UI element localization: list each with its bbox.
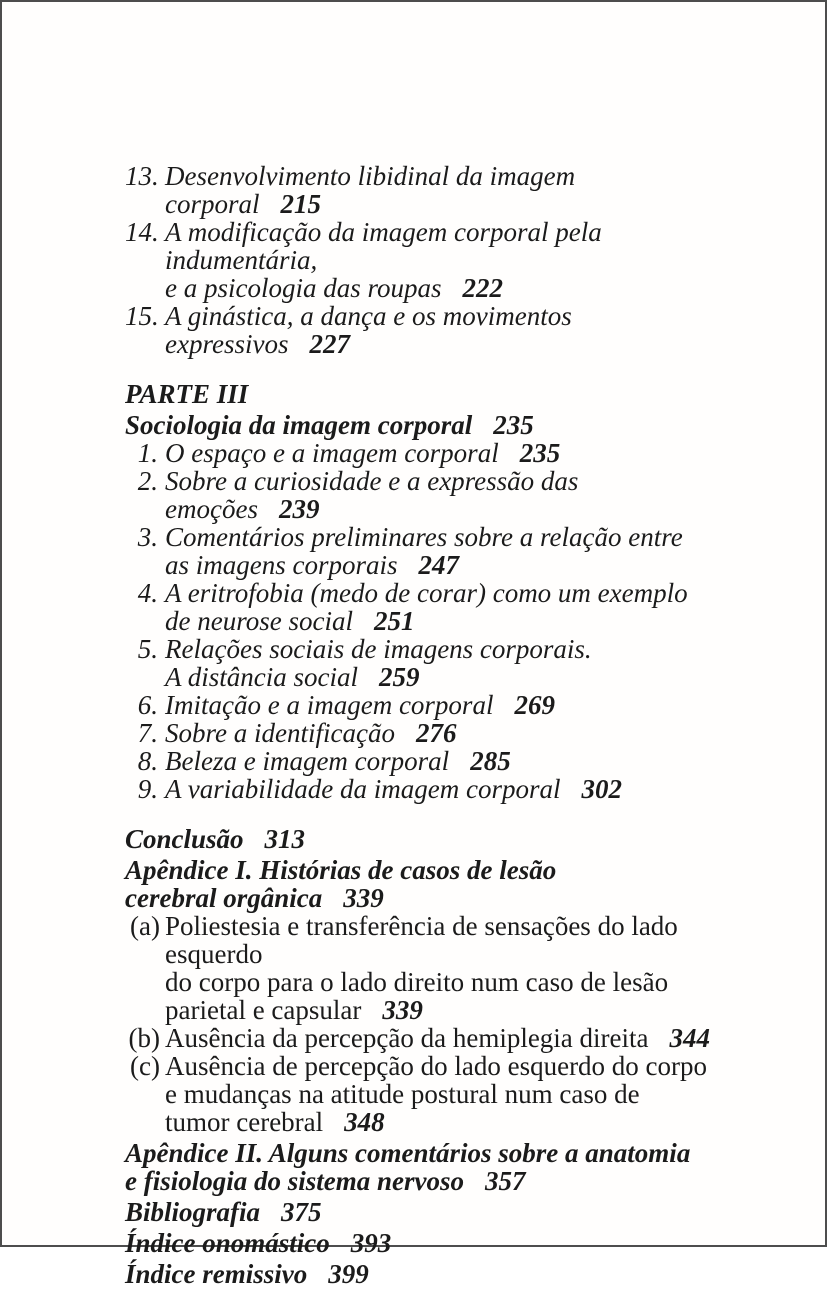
toc-entry — [125, 1229, 725, 1257]
toc-line — [125, 467, 725, 523]
toc-entry-title: Poliestesia e transferência de sensações do lado esquerdo — [165, 911, 678, 969]
toc-page-number: 269 — [514, 690, 555, 720]
toc-entry-title: cerebral orgânica — [125, 883, 323, 913]
toc-entry-title: A variabilidade da imagem corporal — [165, 774, 561, 804]
toc-entry-marker: 3. — [137, 522, 158, 552]
toc-entry-marker: (c) — [130, 1051, 160, 1081]
toc-entry — [125, 1024, 725, 1052]
toc-page-number: 302 — [581, 774, 622, 804]
toc-page-number: 247 — [418, 550, 460, 580]
toc-line — [125, 1260, 725, 1288]
toc-entry-marker: 1. — [137, 438, 158, 468]
toc-line — [125, 274, 725, 302]
toc-entry-marker: 13. — [125, 161, 159, 191]
toc-page-number: 339 — [343, 883, 384, 913]
toc-entry-title: as imagens corporais — [165, 550, 398, 580]
toc-entry-title: PARTE III — [125, 379, 249, 409]
toc-entry-title: Beleza e imagem corporal — [165, 746, 450, 776]
toc-page-number: 339 — [382, 995, 423, 1025]
section-gap — [125, 358, 725, 380]
toc-entry-title: Índice remissivo — [125, 1259, 308, 1289]
toc-entry-title: Conclusão — [125, 824, 244, 854]
toc-entry — [125, 691, 725, 719]
toc-line — [125, 856, 725, 884]
toc-page-number: 399 — [328, 1259, 369, 1289]
toc-line — [125, 1108, 725, 1136]
toc-entry — [125, 218, 725, 302]
toc-entry-title: A modificação da imagem corporal pela indumentária, — [165, 217, 602, 275]
toc-entry-marker: 6. — [137, 690, 158, 720]
toc-page-number: 313 — [264, 824, 306, 854]
toc-entry-title: O espaço e a imagem corporal — [165, 438, 499, 468]
toc-entry-title: A eritrofobia (medo de corar) como um exemplo — [165, 578, 688, 608]
toc-page-number: 239 — [278, 494, 320, 524]
toc-entry-title: Bibliografia — [125, 1197, 261, 1227]
toc-entry — [125, 912, 725, 1024]
section-gap — [125, 803, 725, 825]
toc-entry — [125, 1139, 725, 1195]
toc-entry-marker: 2. — [137, 466, 158, 496]
toc-line — [125, 523, 725, 551]
toc-page-number: 344 — [669, 1023, 711, 1053]
toc-entry — [125, 411, 725, 439]
toc-line — [125, 1080, 725, 1108]
toc-line — [125, 1052, 725, 1080]
toc-entry-marker: 15. — [125, 301, 159, 331]
toc-entry-title: Ausência de percepção do lado esquerdo do corpo — [165, 1051, 708, 1081]
toc-line — [125, 1167, 725, 1195]
toc-entry-title: de neurose social — [165, 606, 353, 636]
toc-entry-title: Comentários preliminares sobre a relação entre — [165, 522, 683, 552]
toc-page-number: 251 — [373, 606, 415, 636]
toc-entry-marker: 4. — [137, 578, 158, 608]
toc-line — [125, 1229, 725, 1257]
toc-entry-marker: (a) — [130, 911, 160, 941]
toc-line — [125, 1198, 725, 1226]
toc-entry — [125, 302, 725, 358]
toc-entry-title: A ginástica, a dança e os movimentos expressivos — [165, 301, 572, 359]
toc-line — [125, 551, 725, 579]
toc-entry — [125, 1198, 725, 1226]
toc-line — [125, 968, 725, 996]
toc-entry-marker: 8. — [137, 746, 158, 776]
toc-entry-title: e a psicologia das roupas — [165, 273, 442, 303]
toc-entry — [125, 439, 725, 467]
toc-entry-title: Desenvolvimento libidinal da imagem corporal — [165, 161, 576, 219]
toc-page-number: 276 — [415, 718, 457, 748]
toc-entry — [125, 1052, 725, 1136]
toc-entry-title: Apêndice II. Alguns comentários sobre a anatomia — [125, 1138, 691, 1168]
toc-line — [125, 912, 725, 968]
toc-entry-title: Apêndice I. Histórias de casos de lesão — [125, 855, 557, 885]
toc-entry-marker: 9. — [137, 774, 158, 804]
toc-line — [125, 996, 725, 1024]
toc-line — [125, 663, 725, 691]
toc-line — [125, 302, 725, 358]
toc-line — [125, 411, 725, 439]
toc-line — [125, 635, 725, 663]
toc-entry — [125, 719, 725, 747]
toc-line — [125, 1139, 725, 1167]
toc-line — [125, 607, 725, 635]
toc-line — [125, 691, 725, 719]
toc-page-number: 215 — [280, 189, 321, 219]
toc-entry — [125, 856, 725, 912]
toc-page-number: 375 — [281, 1197, 322, 1227]
toc-page-number: 227 — [309, 329, 350, 359]
toc-line — [125, 775, 725, 803]
toc-line — [125, 719, 725, 747]
toc-entry — [125, 467, 725, 523]
toc-line — [125, 825, 725, 853]
toc-entry — [125, 635, 725, 691]
toc-line — [125, 439, 725, 467]
toc-entry-title: e mudanças na atitude postural num caso de — [165, 1079, 640, 1109]
toc-entry-marker: 5. — [137, 634, 158, 664]
toc-line — [125, 380, 725, 408]
toc-entry-marker: 14. — [125, 217, 159, 247]
toc-entry — [125, 825, 725, 853]
toc-page-number: 235 — [519, 438, 561, 468]
toc-page-number: 348 — [344, 1107, 385, 1137]
toc-page-number: 222 — [462, 273, 503, 303]
toc-line — [125, 747, 725, 775]
toc-page-number: 393 — [350, 1228, 392, 1258]
toc-line — [125, 218, 725, 274]
toc-line — [125, 884, 725, 912]
toc-entry-title: Sobre a curiosidade e a expressão das emoções — [165, 466, 579, 524]
toc-entry — [125, 523, 725, 579]
toc-entry-title: Sobre a identificação — [165, 718, 395, 748]
toc-entry — [125, 162, 725, 218]
toc-entry-title: parietal e capsular — [165, 995, 362, 1025]
toc-entry-title: A distância social — [165, 662, 358, 692]
toc-line — [125, 162, 725, 218]
toc-entry-title: Imitação e a imagem corporal — [165, 690, 494, 720]
toc-entry-title: e fisiologia do sistema nervoso — [125, 1166, 464, 1196]
toc-page-number: 357 — [485, 1166, 526, 1196]
toc-entry-title: Relações sociais de imagens corporais. — [165, 634, 592, 664]
toc-entry-marker: (b) — [128, 1023, 160, 1053]
toc-entry — [125, 380, 725, 408]
toc-entry-marker: 7. — [137, 718, 158, 748]
toc-line — [125, 1024, 725, 1052]
toc-entry-title: Índice onomástico — [125, 1228, 330, 1258]
toc-entry-title: Ausência da percepção da hemiplegia direita — [165, 1023, 649, 1053]
table-of-contents — [125, 162, 725, 1288]
toc-entry-title: Sociologia da imagem corporal — [125, 410, 473, 440]
toc-entry-title: tumor cerebral — [165, 1107, 324, 1137]
toc-page-number: 285 — [470, 746, 511, 776]
toc-entry — [125, 579, 725, 635]
toc-entry — [125, 747, 725, 775]
toc-line — [125, 579, 725, 607]
toc-entry — [125, 775, 725, 803]
toc-page-number: 235 — [493, 410, 534, 440]
toc-entry — [125, 1260, 725, 1288]
toc-entry-title: do corpo para o lado direito num caso de lesão — [165, 967, 669, 997]
toc-page-number: 259 — [379, 662, 420, 692]
